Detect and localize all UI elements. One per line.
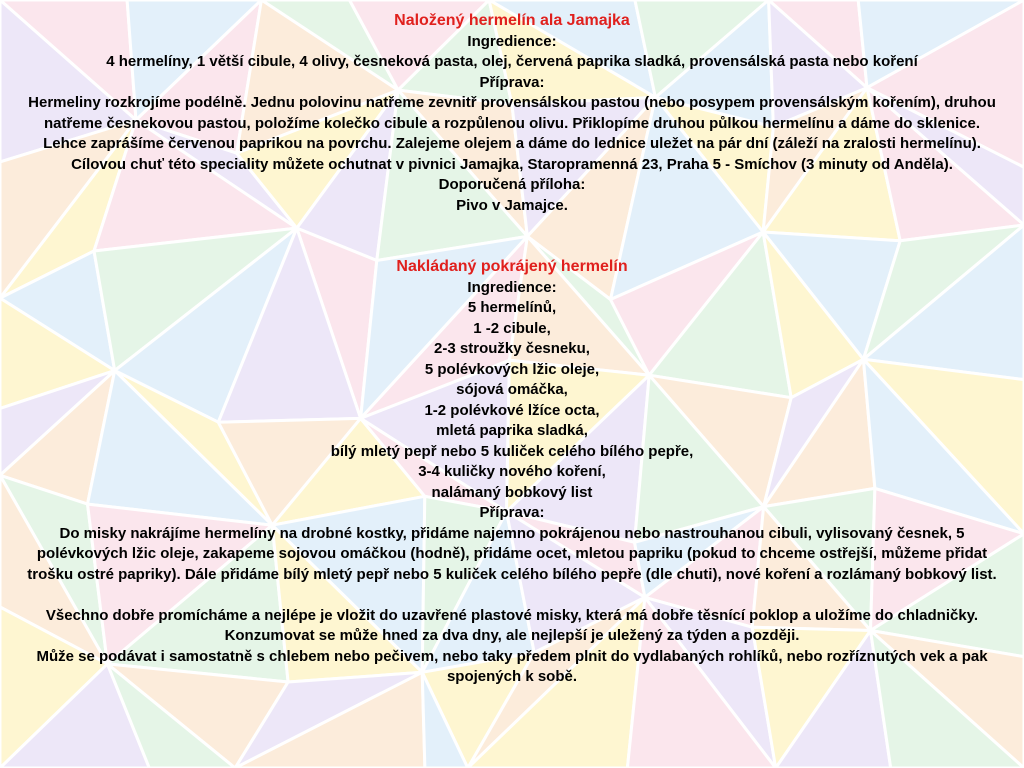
ingredient-item: nalámaný bobkový list (431, 483, 593, 501)
recipe-1 (22, 11, 1002, 216)
recipe-1-title: Naložený hermelín ala Jamajka (394, 12, 630, 29)
recipe-1-preparation-heading: Příprava: (479, 73, 545, 91)
recipe-1-ingredients: 4 hermelíny, 1 větší cibule, 4 olivy, česneková pasta, olej, červená paprika sladká, provensálská pasta nebo koření (106, 53, 918, 70)
recipe-2-serving: Může se podávat i samostatně s chlebem nebo pečivem, nebo taky předem plnit do vydlabaných rohlíků, nebo rozříznutých vek a pak spojených k sobě. (36, 647, 988, 685)
recipe-1-side: Pivo v Jamajce. (456, 196, 568, 214)
ingredient-item: 5 polévkových lžic oleje, (424, 360, 600, 378)
ingredient-item: 1 -2 cibule, (473, 319, 551, 337)
ingredient-item: mletá paprika sladká, (436, 422, 588, 439)
ingredient-item: bílý mletý pepř nebo 5 kuliček celého bílého pepře, (330, 442, 694, 460)
slide-content (22, 11, 1002, 688)
recipe-1-preparation: Hermeliny rozkrojíme podélně. Jednu polovinu natřeme zevnitř provensálskou pastou (nebo posypem provensálským kořením), druhou natřeme česnekovou pastou, položíme kolečko cibule a rozpůlenou olivu. Přiklopíme druhou půlkou hermelínu a dáme do sklenice. Lehce zaprášíme červenou paprikou na povrchu. Zalejeme olejem a dáme do lednice uležet na pár dní (záleží na zralosti hermelínu). Cílovou chuť této speciality můžete ochutnat v pivnici Jamajka, Staropramenná 23, Praha 5 - Smíchov (3 minuty od Anděla). (28, 94, 996, 173)
recipe-2-ingredients-heading: Ingredience: (467, 278, 557, 296)
recipe-2-preparation-heading: Příprava: (479, 504, 545, 521)
recipe-2-ingredient-list (22, 298, 1002, 503)
recipe-2-consume: Konzumovat se může hned za dva dny, ale nejlepší je uležený za týden a později. (224, 627, 800, 644)
ingredient-item: 5 hermelínů, (467, 299, 557, 316)
recipe-2-preparation: Do misky nakrájíme hermelíny na drobné kostky, přidáme najemno pokrájenou nebo nastrouhanou cibuli, vylisovaný česnek, 5 polévkových lžic oleje, zakapeme sojovou omáčkou (hodně), přidáme ocet, mletou papriku (pokud to chceme ostřejší, můžeme přidat trošku ostré papriky). Dále přidáme bílý mletý pepř nebo 5 kuliček celého bílého pepře (dle chuti), nové koření a rozlámaný bobkový list. (27, 524, 997, 583)
recipe-1-ingredients-heading: Ingredience: (467, 32, 557, 50)
recipe-2 (22, 257, 1002, 688)
ingredient-item: 2-3 stroužky česneku, (434, 340, 590, 357)
ingredient-item: 3-4 kuličky nového koření, (418, 463, 606, 480)
recipe-2-storage: Všechno dobře promícháme a nejlépe je vložit do uzavřené plastové misky, která má dobře těsnící poklop a uložíme do chladničky. (45, 606, 979, 624)
recipe-1-side-heading: Doporučená příloha: (438, 176, 586, 193)
recipe-2-title: Nakládaný pokrájený hermelín (396, 258, 628, 275)
ingredient-item: 1-2 polévkové lžíce octa, (424, 401, 600, 419)
ingredient-item: sójová omáčka, (456, 381, 568, 398)
